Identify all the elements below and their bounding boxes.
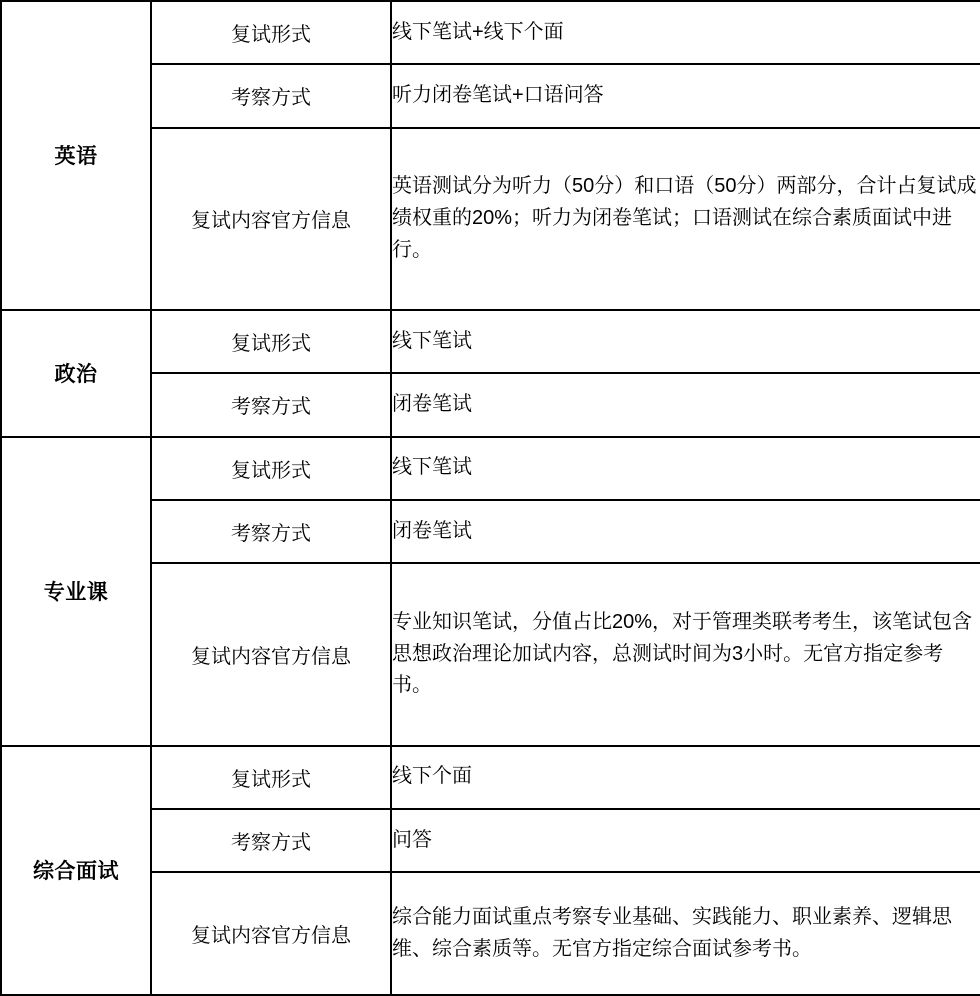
aspect-label: 复试内容官方信息 [151, 872, 391, 995]
aspect-label: 考察方式 [151, 373, 391, 436]
detail-text: 线下个面 [392, 765, 472, 788]
aspect-label: 复试形式 [151, 310, 391, 373]
detail-text: 线下笔试+线下个面 [392, 20, 564, 43]
detail-text: 综合能力面试重点考察专业基础、实践能力、职业素养、逻辑思维、综合素质等。无官方指定综合面试参考书。 [392, 905, 952, 960]
table-row [1, 1, 980, 64]
aspect-label: 复试形式 [151, 746, 391, 809]
detail-text: 听力闭卷笔试+口语问答 [392, 84, 604, 107]
aspect-label: 考察方式 [151, 500, 391, 563]
subject-cell-comprehensive-interview: 综合面试 [1, 746, 151, 996]
aspect-label: 复试形式 [151, 1, 391, 64]
detail-value [391, 746, 980, 809]
detail-text: 线下笔试 [392, 329, 472, 352]
detail-value [391, 373, 980, 436]
detail-text: 问答 [392, 828, 432, 851]
aspect-label: 考察方式 [151, 64, 391, 127]
detail-text: 线下笔试 [392, 456, 472, 479]
detail-text: 闭卷笔试 [392, 519, 472, 542]
detail-value [391, 437, 980, 500]
detail-value [391, 1, 980, 64]
detail-text: 专业知识笔试，分值占比20%，对于管理类联考考生，该笔试包含思想政治理论加试内容，总测试时间为3小时。无官方指定参考书。 [392, 610, 973, 697]
aspect-label: 复试内容官方信息 [151, 128, 391, 310]
table-row [1, 310, 980, 373]
detail-value [391, 500, 980, 563]
aspect-label: 考察方式 [151, 809, 391, 872]
subject-cell-major-course: 专业课 [1, 437, 151, 746]
detail-value [391, 128, 980, 310]
table-row [1, 437, 980, 500]
table-body [1, 1, 980, 995]
detail-text: 闭卷笔试 [392, 393, 472, 416]
detail-value [391, 809, 980, 872]
aspect-label: 复试形式 [151, 437, 391, 500]
subject-cell-politics: 政治 [1, 310, 151, 437]
detail-value [391, 64, 980, 127]
detail-text: 英语测试分为听力（50分）和口语（50分）两部分，合计占复试成绩权重的20%；听力为闭卷笔试；口语测试在综合素质面试中进行。 [392, 175, 977, 261]
aspect-label: 复试内容官方信息 [151, 563, 391, 745]
subject-cell-english: 英语 [1, 1, 151, 310]
detail-value [391, 310, 980, 373]
detail-value [391, 872, 980, 995]
table-row [1, 746, 980, 809]
detail-value [391, 563, 980, 745]
